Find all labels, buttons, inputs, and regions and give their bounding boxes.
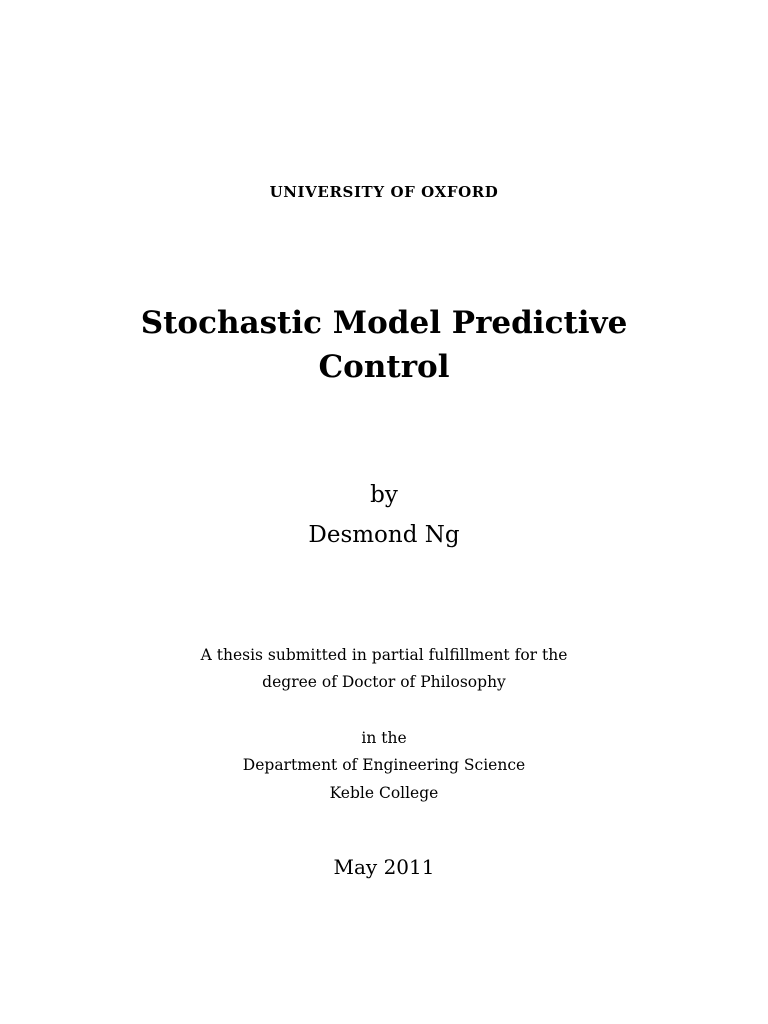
university-name: UNIVERSITY OF OXFORD (269, 183, 499, 201)
by-label: by (370, 482, 398, 508)
submission-statement-line-2: degree of Doctor of Philosophy (262, 673, 506, 691)
thesis-title-line-2: Control (318, 349, 450, 385)
department-name: Department of Engineering Science (242, 756, 526, 774)
thesis-title-line-1: Stochastic Model Predictive (140, 305, 628, 341)
submission-date: May 2011 (333, 855, 435, 879)
submission-statement-line-1: A thesis submitted in partial fulfillment for the (200, 646, 568, 664)
in-the-label: in the (361, 729, 407, 747)
author-name: Desmond Ng (308, 522, 460, 548)
college-name: Keble College (329, 784, 439, 802)
